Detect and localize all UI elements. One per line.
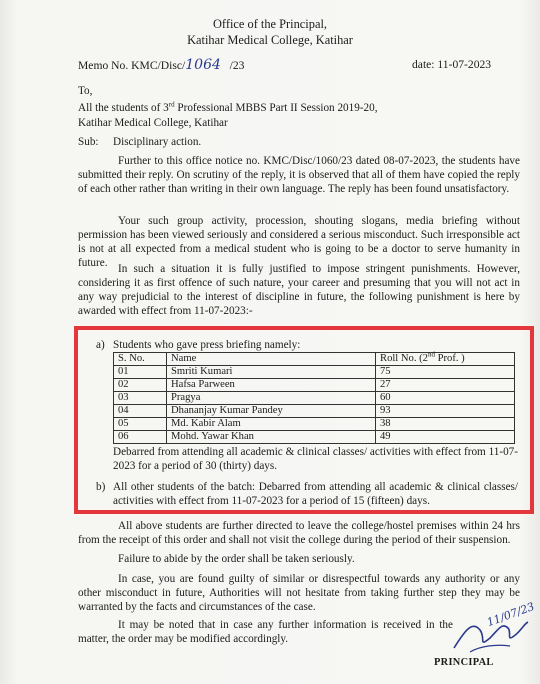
table-row [114,366,515,379]
table-row [114,379,515,392]
cell-name: Hafsa Parween [167,379,376,392]
students-table-wrap [113,352,515,444]
subject-label: Sub: [78,136,99,148]
closing-failure-notice: Failure to abide by the order shall be taken seriously. [118,553,355,565]
college-header: Katihar Medical College, Katihar [187,33,353,47]
to-label: To, [78,85,93,97]
table-row [114,405,515,418]
paragraph-misconduct: Your such group activity, procession, shouting slogans, media briefing without permission has been viewed seriously and considered a serious misconduct. Such irresponsible act is not at all expected from a medical student who is going to be a doctor to serve humanity in future. [78,215,520,269]
cell-sno: 01 [114,366,167,379]
cell-name: Md. Kabir Alam [167,418,376,431]
memo-suffix: /23 [229,59,245,72]
table-row [114,431,515,444]
recipient-pre: All the students of 3 [78,102,169,114]
table-header-row [114,353,515,366]
office-header: Office of the Principal, [212,17,327,31]
cell-sno: 03 [114,392,167,405]
section-b-text: All other students of the batch: Debarred from attending all academic & clinical classes/ activities with effect from 11-07-2023 for a period of 15 (fifteen) days. [113,481,518,507]
signature-date: 11/07/23 [485,599,537,630]
cell-roll: 49 [376,431,515,444]
section-a-title: Students who gave press briefing namely: [113,339,301,351]
cell-roll: 60 [376,392,515,405]
cell-sno: 02 [114,379,167,392]
cell-name: Pragya [167,392,376,405]
cell-roll: 93 [376,405,515,418]
memo-date: date: 11-07-2023 [412,58,492,71]
cell-roll: 75 [376,366,515,379]
closing-leave-premises: All above students are further directed to leave the college/hostel premises within 24 hrs from the receipt of this order and shall not visit the college during the period of their suspension. [78,520,520,546]
cell-sno: 05 [114,418,167,431]
paragraph-reply-observation: Further to this office notice no. KMC/Disc/1060/23 dated 08-07-2023, the students have submitted their reply. On scrutiny of the reply, it is observed that all of them have copied the reply of each other rather than writing in their own language. The reply has been found unsatisfactory. [78,155,520,195]
cell-name: Smriti Kumari [167,366,376,379]
paragraph-punishment-intro: In such a situation it is fully justified to impose stringent punishments. However, considering it as first offence of such nature, your career and presuming that you will not act in any way prejudicial to the interest of discipline in future, the following punishment is here by awarded with effect from 11-07-2023:- [78,263,520,317]
memo-number [78,58,244,73]
recipient-line-1 [78,101,518,115]
cell-name: Dhananjay Kumar Pandey [167,405,376,418]
section-b-label: b) [96,481,106,493]
closing-future-misconduct: In case, you are found guilty of similar or disrespectful towards any authority or any other misconduct in future, Authorities will not hesitate from taking further step they may be warranted by the facts and circumstances of the case. [78,573,520,613]
cell-roll: 27 [376,379,515,392]
recipient-line-2: Katihar Medical College, Katihar [78,117,228,129]
memo-prefix: Memo No. KMC/Disc/ [78,59,186,72]
students-table [113,352,515,444]
header-sno: S. No. [114,353,167,366]
cell-sno: 04 [114,405,167,418]
section-a-label: a) [96,339,105,351]
header-roll: Roll No. (2nd Prof. ) [376,353,515,366]
table-row [114,392,515,405]
closing-modification-note: It may be noted that in case any further information is received in the matter, the order may be modified accordingly. [78,619,453,645]
recipient-post: Professional MBBS Part II Session 2019-20, [174,102,378,114]
recipient-sup: rd [168,100,175,109]
cell-name: Mohd. Yawar Khan [167,431,376,444]
table-row [114,418,515,431]
header-name: Name [167,353,376,366]
cell-sno: 06 [114,431,167,444]
cell-roll: 38 [376,418,515,431]
principal-title: PRINCIPAL [434,657,494,668]
subject-text: Disciplinary action. [113,136,202,148]
section-a-punishment: Debarred from attending all academic & clinical classes/ activities with effect from 11-07-2023 for a period of 30 (thirty) days. [113,446,518,472]
memo-handwritten-number: 1064 [185,57,221,73]
